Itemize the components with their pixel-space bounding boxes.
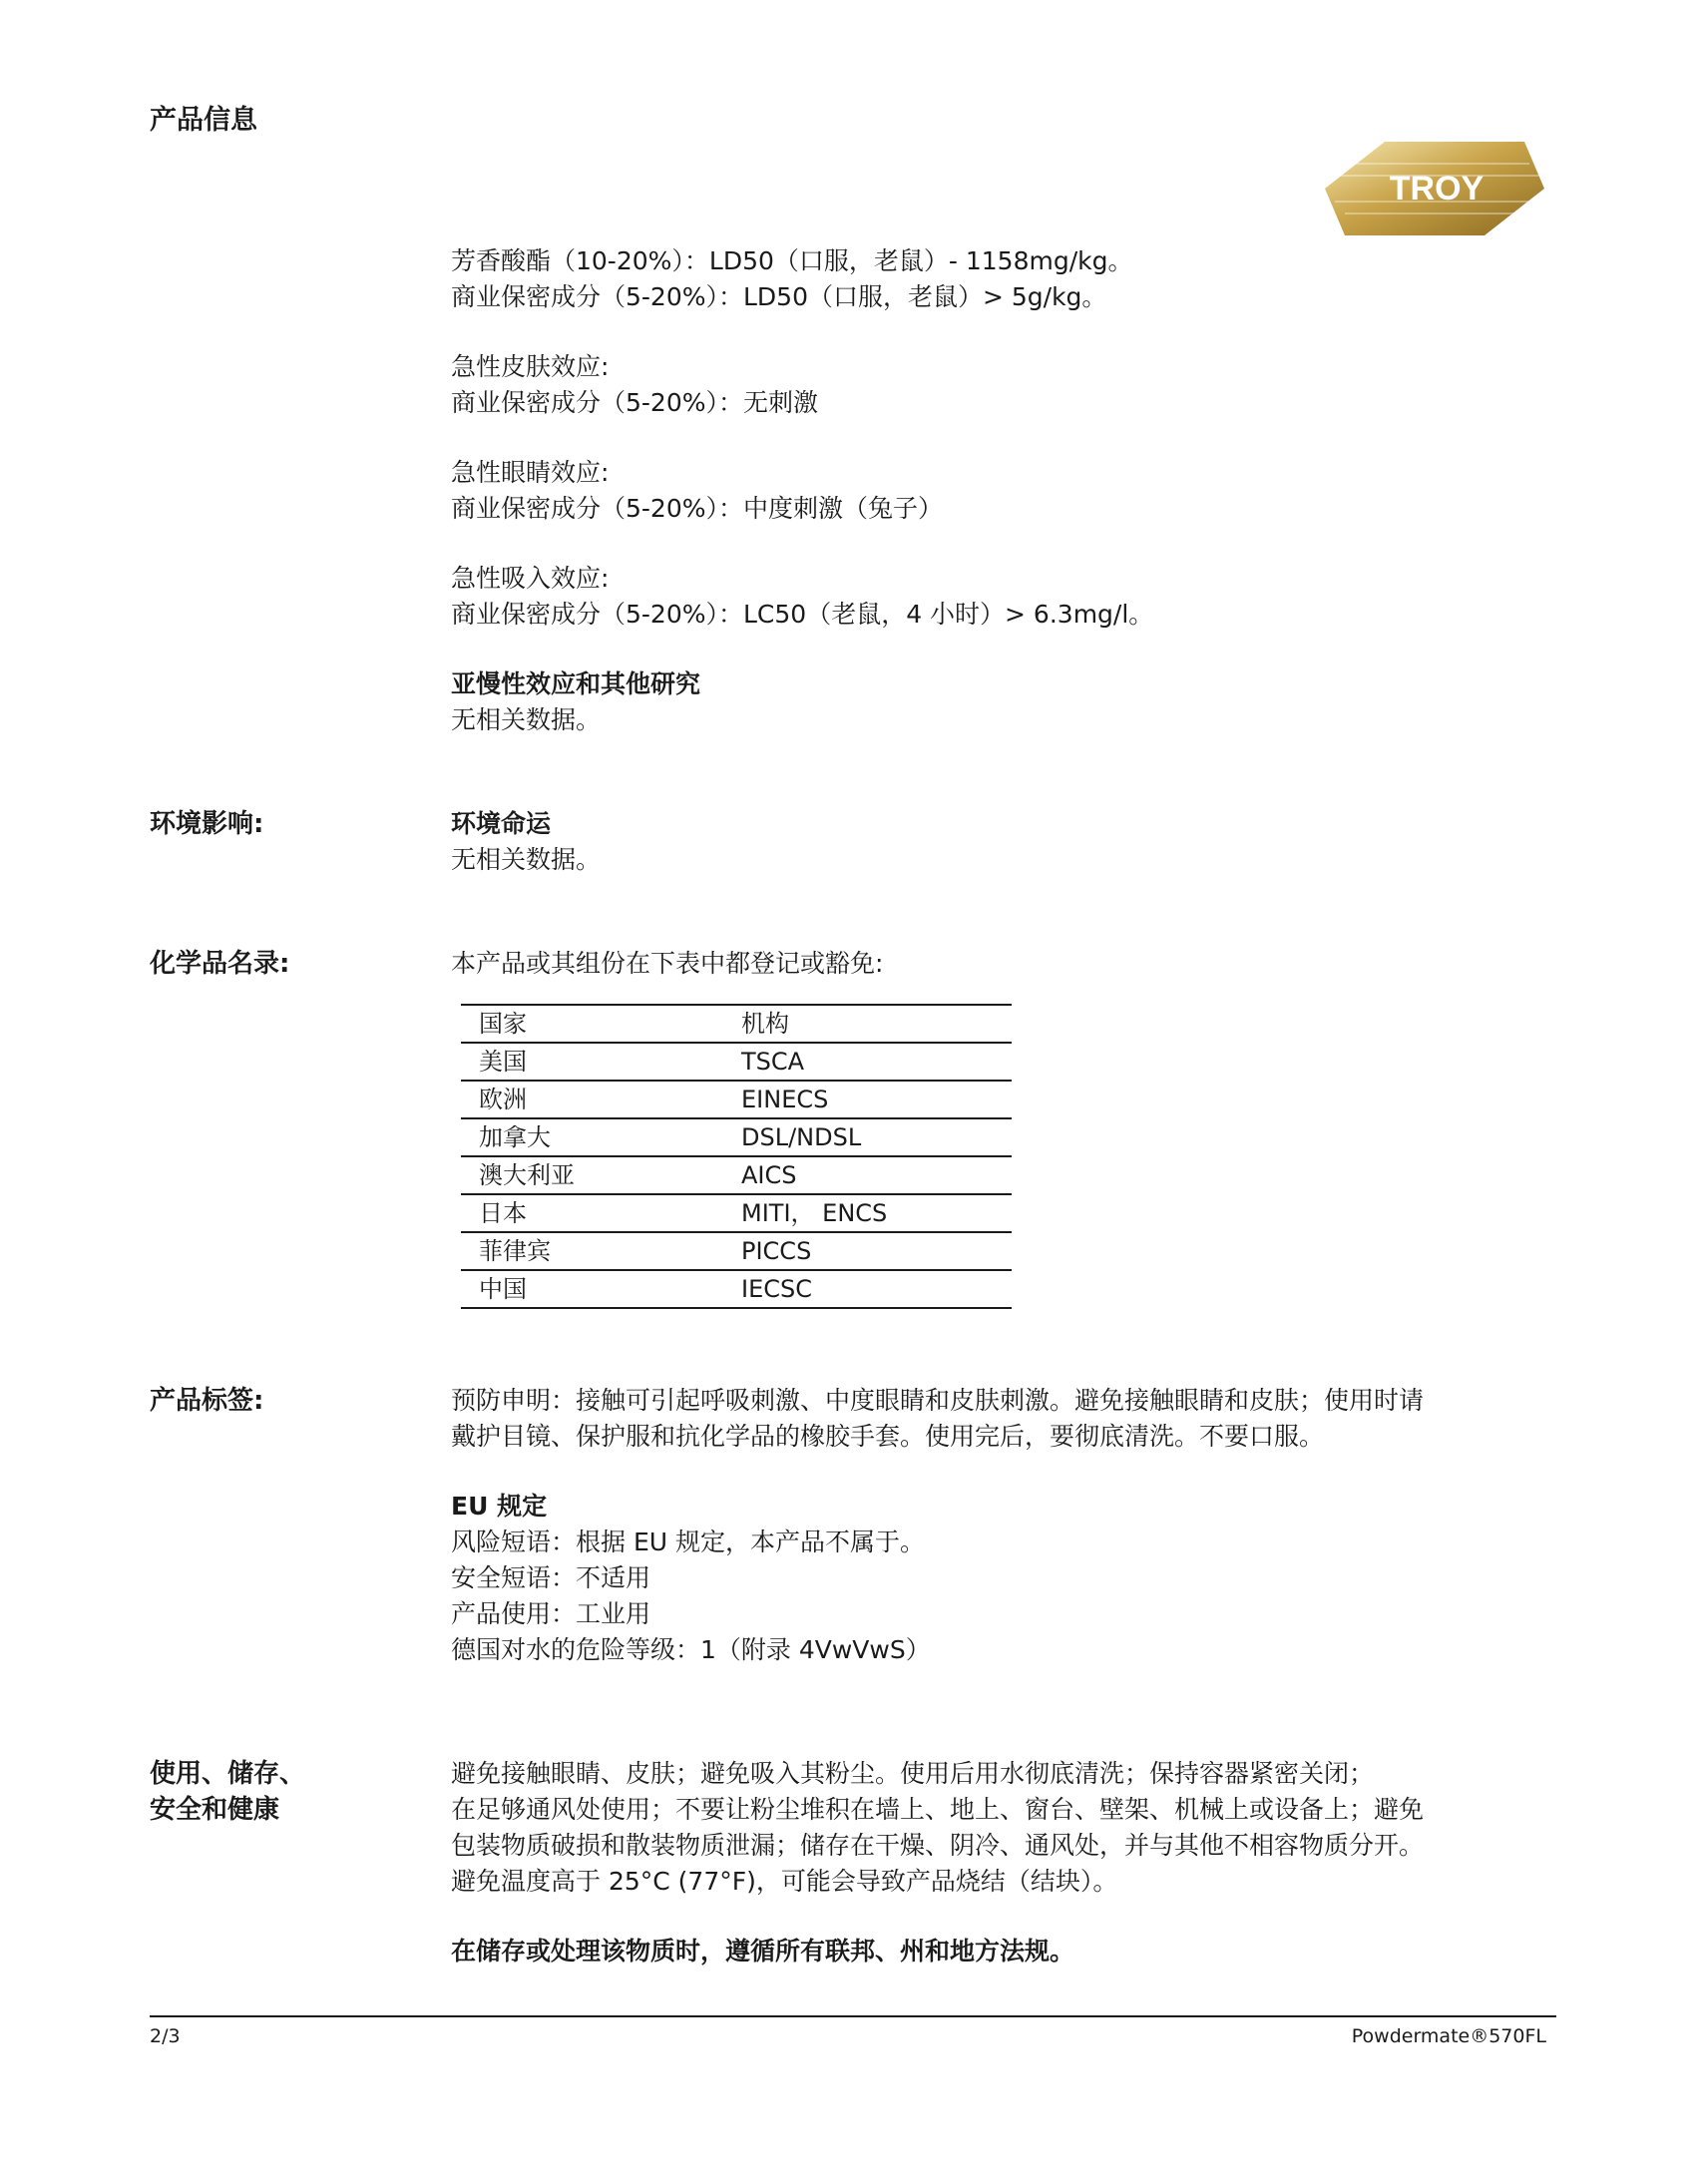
logo-text: TROY — [1389, 170, 1484, 208]
storage-line-4: 避免温度高于 25°C (77°F)，可能会导致产品烧结（结块）。 — [451, 1867, 1118, 1896]
inventory-row — [461, 1005, 1012, 1043]
inventory-agency: MITI， ENCS — [723, 1194, 1012, 1232]
inventory-row — [461, 1043, 1012, 1081]
storage-note: 在储存或处理该物质时，遵循所有联邦、州和地方法规。 — [451, 1937, 1075, 1966]
page-title: 产品信息 — [150, 105, 257, 136]
inventory-agency: EINECS — [723, 1081, 1012, 1118]
environment-heading: 环境命运 — [451, 809, 552, 838]
inventory-row — [461, 1194, 1012, 1232]
inhalation-value: 商业保密成分（5-20%）：LC50（老鼠，4 小时）> 6.3mg/l。 — [451, 600, 1154, 629]
inventory-agency: PICCS — [723, 1232, 1012, 1270]
product-label-section — [451, 1383, 1558, 1668]
precaution-line-2: 戴护目镜、保护服和抗化学品的橡胶手套。使用完后，要彻底清洗。不要口服。 — [451, 1422, 1325, 1451]
environment-section — [451, 806, 1558, 878]
skin-value: 商业保密成分（5-20%）：无刺激 — [451, 388, 818, 417]
inventory-row — [461, 1156, 1012, 1194]
storage-line-3: 包装物质破损和散装物质泄漏；储存在干燥、阴冷、通风处，并与其他不相容物质分开。 — [451, 1831, 1425, 1860]
inventory-country: 美国 — [461, 1043, 723, 1081]
inventory-agency: 机构 — [723, 1005, 1012, 1043]
environment-value: 无相关数据。 — [451, 845, 602, 874]
eu-line-2: 安全短语：不适用 — [451, 1563, 651, 1592]
inventory-label: 化学品名录: — [150, 949, 290, 979]
page-number: 2/3 — [150, 2025, 181, 2047]
product-label-label: 产品标签: — [150, 1386, 264, 1416]
troy-logo — [1325, 134, 1544, 243]
inventory-country: 日本 — [461, 1194, 723, 1232]
inventory-country: 中国 — [461, 1270, 723, 1308]
storage-section — [451, 1756, 1558, 1969]
subchronic-value: 无相关数据。 — [451, 705, 602, 734]
toxicity-section — [451, 243, 1558, 738]
storage-line-1: 避免接触眼睛、皮肤；避免吸入其粉尘。使用后用水彻底清洗；保持容器紧密关闭； — [451, 1759, 1375, 1788]
inventory-intro: 本产品或其组份在下表中都登记或豁免: — [451, 949, 884, 978]
oral-line-2: 商业保密成分（5-20%）：LD50（口服，老鼠）> 5g/kg。 — [451, 282, 1107, 311]
inventory-country: 澳大利亚 — [461, 1156, 723, 1194]
inventory-row — [461, 1081, 1012, 1118]
eu-line-1: 风险短语：根据 EU 规定，本产品不属于。 — [451, 1528, 925, 1556]
inventory-agency: TSCA — [723, 1043, 1012, 1081]
inventory-table — [461, 1004, 1012, 1309]
inventory-section — [451, 946, 1558, 1309]
inventory-agency: DSL/NDSL — [723, 1118, 1012, 1156]
inventory-agency: AICS — [723, 1156, 1012, 1194]
skin-heading: 急性皮肤效应: — [451, 352, 610, 381]
eu-line-4: 德国对水的危险等级：1（附录 4VwVwS） — [451, 1635, 931, 1664]
inventory-row — [461, 1270, 1012, 1308]
inventory-row — [461, 1232, 1012, 1270]
inventory-country: 国家 — [461, 1005, 723, 1043]
storage-line-2: 在足够通风处使用；不要让粉尘堆积在墙上、地上、窗台、壁架、机械上或设备上；避免 — [451, 1795, 1425, 1824]
eu-heading: EU 规定 — [451, 1492, 548, 1521]
footer-divider — [150, 2015, 1556, 2017]
storage-label-line-2: 安全和健康 — [150, 1795, 280, 1825]
storage-label — [150, 1756, 305, 1828]
inventory-country: 加拿大 — [461, 1118, 723, 1156]
inhalation-heading: 急性吸入效应: — [451, 564, 610, 593]
inventory-country: 欧洲 — [461, 1081, 723, 1118]
oral-line-1: 芳香酸酯（10-20%）：LD50（口服，老鼠）- 1158mg/kg。 — [451, 246, 1133, 275]
product-name: Powdermate®570FL — [1351, 2025, 1546, 2047]
inventory-country: 菲律宾 — [461, 1232, 723, 1270]
inventory-row — [461, 1118, 1012, 1156]
subchronic-heading: 亚慢性效应和其他研究 — [451, 669, 701, 698]
precaution-line-1: 预防申明：接触可引起呼吸刺激、中度眼睛和皮肤刺激。避免接触眼睛和皮肤；使用时请 — [451, 1386, 1425, 1415]
eye-heading: 急性眼睛效应: — [451, 458, 610, 487]
eye-value: 商业保密成分（5-20%）：中度刺激（兔子） — [451, 494, 943, 523]
eu-line-3: 产品使用：工业用 — [451, 1599, 651, 1628]
environment-label: 环境影响: — [150, 809, 264, 839]
inventory-agency: IECSC — [723, 1270, 1012, 1308]
storage-label-line-1: 使用、储存、 — [150, 1759, 306, 1789]
